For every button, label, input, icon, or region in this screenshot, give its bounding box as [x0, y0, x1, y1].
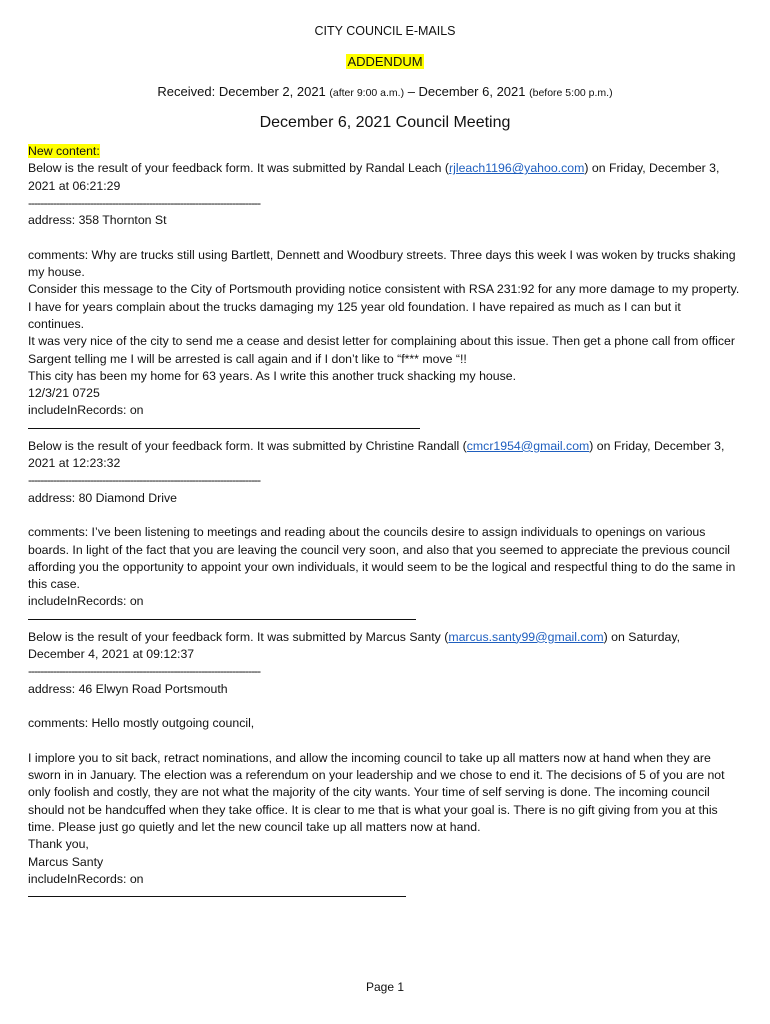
- entry-intro: Below is the result of your feedback form. It was submitted by Marcus Santy (marcus.santy99@gmail.com) on Saturday, December 4, 2021 at 09:12:37: [28, 629, 680, 662]
- entry-intro: Below is the result of your feedback form. It was submitted by Randal Leach (rjleach1196@yahoo.com) on Friday, December 3, 2021 at 06:21:29: [28, 161, 720, 193]
- document-body: [28, 143, 740, 906]
- email-link[interactable]: rjleach1196@yahoo.com: [449, 161, 585, 176]
- entry-include-records: includeInRecords: on: [28, 403, 144, 418]
- meeting-heading: December 6, 2021 Council Meeting: [259, 114, 511, 131]
- new-content-label: New content:: [28, 144, 100, 158]
- entry-signoff: Thank you,: [28, 837, 89, 852]
- addendum-label: ADDENDUM: [347, 54, 423, 69]
- entry-comment: comments: I’ve been listening to meetings and reading about the councils desire to assign individuals to openings on various boards. In light of the fact that you are leaving the council very soon, and also that you seemed to appreciate the previous council affording you the opportunity to appoint your own individuals, it would seem to be the logical and respectful thing to do the same in this case.: [28, 525, 736, 592]
- entry-divider: [28, 611, 416, 620]
- entry-include-records: includeInRecords: on: [28, 594, 144, 609]
- entry-comment: It was very nice of the city to send me a cease and desist letter for complaining about this issue. Then get a phone call from officer Sargent telling me I will be arrested is call again and if I don’t like to “f*** move “!!: [28, 334, 735, 366]
- entry-address: address: 358 Thornton St: [28, 213, 167, 228]
- entry-comment: I implore you to sit back, retract nominations, and allow the incoming council to take up all matters now at hand when they are sworn in in January. The election was a referendum on your leadership and we chose to end it. The decisions of 5 of you are not only foolish and costly, they are not what the majority of the city wants. Your time of self serving is done. The incoming council should not be handcuffed when they take office. It is clear to me that is what your goal is. There is no gift giving from you at this time. Please just go quietly and let the new council take up all matters now at hand.: [28, 750, 725, 834]
- page-number: Page 1: [365, 980, 405, 994]
- entry-include-records: includeInRecords: on: [28, 871, 144, 886]
- entry-intro: Below is the result of your feedback form. It was submitted by Christine Randall (cmcr1954@gmail.com) on Friday, December 3, 2021 at 12:23:32: [28, 438, 725, 471]
- entry-comment: Consider this message to the City of Portsmouth providing notice consistent with RSA 231:92 for any more damage to my property. I have for years complain about the trucks damaging my 125 year old foundation. I have repaired as much as I can but it continues.: [28, 282, 740, 331]
- entry-address: address: 46 Elwyn Road Portsmouth: [28, 681, 228, 696]
- received-range: Received: December 2, 2021 (after 9:00 a.m.) – December 6, 2021 (before 5:00 p.m.): [157, 84, 613, 99]
- entry-signature: Marcus Santy: [28, 854, 104, 869]
- separator-line: ---------------------------------------------------------------------------: [28, 195, 261, 210]
- entry-comment-greeting: comments: Hello mostly outgoing council,: [28, 716, 255, 731]
- entry-comment: 12/3/21 0725: [28, 386, 100, 401]
- email-link[interactable]: marcus.santy99@gmail.com: [448, 629, 604, 644]
- document-title: CITY COUNCIL E-MAILS: [314, 24, 456, 38]
- email-link[interactable]: cmcr1954@gmail.com: [466, 438, 590, 453]
- entry-address: address: 80 Diamond Drive: [28, 490, 177, 505]
- entry-divider: [28, 420, 420, 429]
- entry-divider: [28, 888, 406, 897]
- separator-line: ---------------------------------------------------------------------------: [28, 664, 261, 679]
- separator-line: ---------------------------------------------------------------------------: [28, 473, 261, 488]
- entry-comment: This city has been my home for 63 years. As I write this another truck shacking my house.: [28, 368, 516, 383]
- entry-comment: comments: Why are trucks still using Bartlett, Dennett and Woodbury streets. Three days this week I was woken by trucks shaking my house.: [28, 247, 736, 280]
